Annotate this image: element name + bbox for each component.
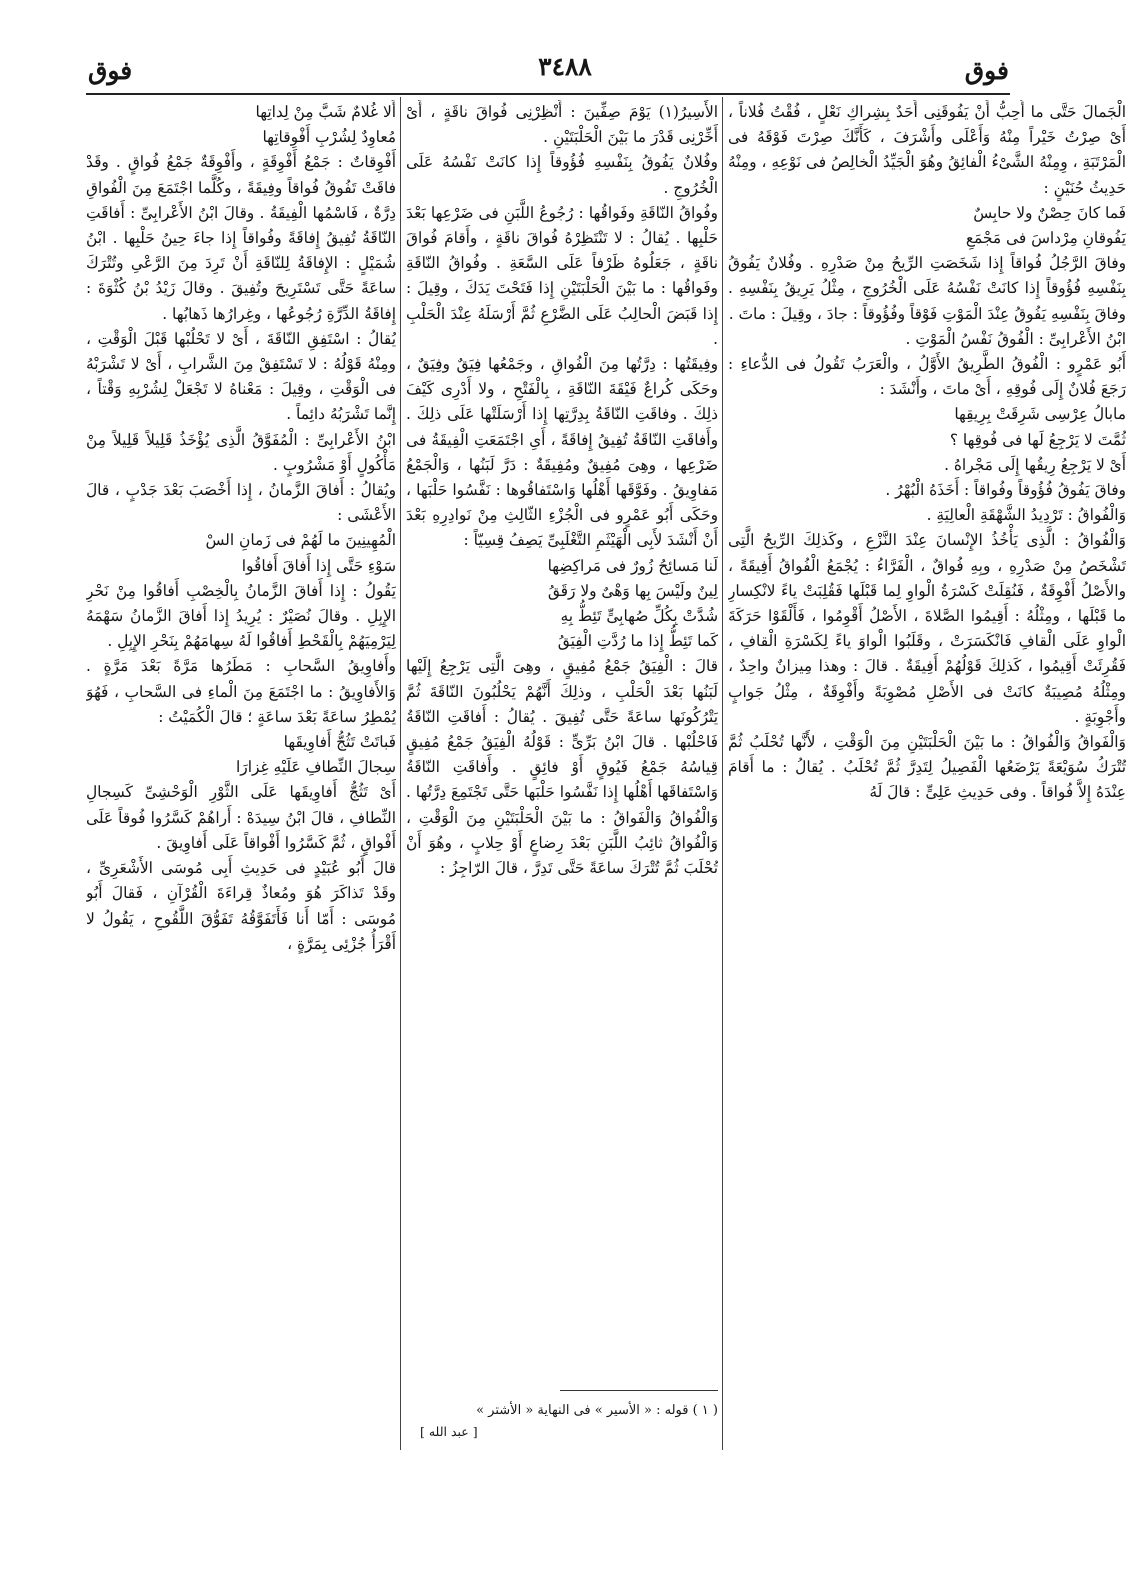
- header-right-word: فوق: [964, 56, 1009, 85]
- column-middle-text: الأَسِيرُ(١) يَوْمَ صِفِّينَ : أَنْظِرْنِى فُواقَ ناقَةٍ ، أَىْ أَخِّرْنِى قَدْرَ ما بَيْنَ الْحَلْبَتَيْنِ . وفُلانٌ يَفُوقُ بِنَفْسِهِ فُؤُوقاً إِذا كانَتْ نَفْسُهُ عَلَى الْخُرُوجِ . وفُواقُ النّاقَةِ وفَواقُها : رُجُوعُ اللَّبَنِ فى ضَرْعِها بَعْدَ حَلْبِها . يُقالُ : لا تَنْتَظِرْهُ فُواقَ ناقَةٍ ، وأَقامَ فُواقَ ناقَةٍ ، جَعَلُوهُ ظَرْفاً عَلَى السَّعَةِ . وفُواقُ النّاقَةِ وفَواقُها : ما بَيْنَ الْحَلْبَتَيْنِ إِذا فَتَحْتَ يَدَكَ ، وقِيلَ : إِذا قَبَضَ الْحالِبُ عَلَى الضَّرْعِ ثُمَّ أَرْسَلَهُ عِنْدَ الْحَلْبِ . وفِيقَتُها : دِرَّتُها مِنَ الْفُواقِ ، وجَمْعُها فِيَقٌ وفِيَقٌ ، وحَكَى كُراعٌ فَيْقَةَ النّاقَةِ ، بِالْفَتْحِ ، ولا أَدْرِى كَيْفَ ذلِكَ . وفاقَتِ النّاقَةُ بِدِرَّتِها إِذا أَرْسَلَتْها عَلَى ذلِكَ . وأَفاقَتِ النّاقَةُ تُفِيقُ إِفاقَةً ، أَىِ اجْتَمَعَتِ الْفِيقَةُ فى ضَرْعِها ، وهِىَ مُفِيقٌ ومُفِيقَةٌ : دَرَّ لَبَنُها ، وَالْجَمْعُ مَفاوِيقُ . وفَوَّقَها أَهْلُها وَاسْتَفاقُوها : نَفَّسُوا حَلْبَها ، وحَكَى أَبُو عَمْرٍو فى الْجُزْءِ الثّالِثِ مِنْ نَوادِرِهِ بَعْدَ أَنْ أَنْشَدَ لأَبِى الْهَيْثَمِ التَّغْلَبِىِّ يَصِفُ قِسِيّاً : لَنا مَسائِحُ زُورٌ فى مَراكِضِها لِينٌ ولَيْسَ بِها وَهْىٌ ولا رَقَقُ شُدَّتْ بِكُلِّ صُهابِىٍّ تَئِطُّ بِهِ كَما تَئِطُّ إِذا ما رُدَّتِ الْفِيَقُ قالَ : الْفِيَقُ جَمْعُ مُفِيقٍ ، وهِىَ الَّتِى يَرْجِعُ إِلَيْها لَبَنُها بَعْدَ الْحَلْبِ ، وذلِكَ أَنَّهُمْ يَحْلُبُونَ النّاقَةَ ثُمَّ يَتْرُكُونَها ساعَةً حَتَّى تُفِيقَ . يُقالُ : أَفاقَتِ النّاقَةُ فَاحْلُبْها . قالَ ابْنُ بَرِّىٍّ : قَوْلُهُ الْفِيَقُ جَمْعُ مُفِيقٍ قِياسُهُ جَمْعُ فَيُوقٍ أَوْ فائِقٍ . وأَفاقَتِ النّاقَةُ وَاسْتَفاقَها أَهْلُها إِذا نَفَّسُوا حَلْبَها حَتَّى تَجْتَمِعَ دِرَّتُها . وَالْفُواقُ وَالْفَواقُ : ما بَيْنَ الْحَلْبَتَيْنِ مِنَ الْوَقْتِ ، وَالْفُواقُ ثائِبُ اللَّبَنِ بَعْدَ رِضاعٍ أَوْ حِلابٍ ، وهُوَ أَنْ تُحْلَبَ ثُمَّ تُتْرَكَ ساعَةً حَتَّى تَدِرَّ ، قالَ الرّاجِزُ :: [406, 103, 718, 878]
- header-left-word: فوق: [88, 56, 133, 85]
- editor-signature: [ عبد الله ]: [420, 1424, 478, 1439]
- column-right-text: الْجَمالَ حَتَّى ما أُحِبُّ أَنْ يَفُوقَنِى أَحَدٌ بِشِراكِ نَعْلٍ ، فُقْتُ فُلاناً ، أَىْ صِرْتُ خَيْراً مِنْهُ وَأَعْلَى وأَشْرَفَ ، كَأَنَّكَ صِرْتَ فَوْقَهُ فى الْمَرْتَبَةِ ، وِمِنْهُ الشَّىْءُ الْفائِقُ وهُوَ الْجَيِّدُ الْخالِصُ فى نَوْعِهِ ، ومِنْهُ حَدِيثُ حُنَيْنٍ : فَما كانَ حِصْنٌ ولا حابِسٌ يَفُوقانِ مِرْداسَ فى مَجْمَعِ وفاقَ الرَّجُلُ فُواقاً إِذا شَخَصَتِ الرِّيحُ مِنْ صَدْرِهِ . وفُلانٌ يَفُوقُ بِنَفْسِهِ فُؤُوقاً إِذا كانَتْ نَفْسُهُ عَلَى الْخُرُوجِ ، مِثْلُ يَرِيقُ بِنَفْسِهِ . وفاقَ بِنَفْسِهِ يَفُوقُ عِنْدَ الْمَوْتِ فَوْقاً وفُؤُوقاً : جادَ ، وقِيلَ : ماتَ . ابْنُ الأَعْرابِىِّ : الْفُوقُ نَفْسُ الْمَوْتِ . أَبُو عَمْرٍو : الْفُوقُ الطَّرِيقُ الأَوَّلُ ، والْعَرَبُ تَقُولُ فى الدُّعاءِ : رَجَعَ فُلانٌ إِلَى فُوقِهِ ، أَىْ ماتَ ، وأَنْشَدَ : مابالُ عِرْسِى شَرِقَتْ بِرِيقِها ثُمَّتَ لا يَرْجِعُ لَها فى فُوقِها ؟ أَىْ لا يَرْجِعُ رِيقُها إِلَى مَجْراهُ . وفاقَ يَفُوقُ فُؤُوقاً وفُواقاً : أَخَذَهُ الْبُهْرُ . وَالْفُواقُ : تَرْدِيدُ الشَّهْقَةِ الْعالِيَةِ . وَالْفُواقُ : الَّذِى يَأْخُذُ الإِنْسانَ عِنْدَ النَّزْعِ ، وكَذلِكَ الرِّيحُ الَّتِى تَشْخَصُ مِنْ صَدْرِهِ ، وبِهِ فُواقٌ ، الْفَرَّاءُ : يُجْمَعُ الْفُواقُ أَفِيقَةً ، والأَصْلُ أَفْوِقَةٌ ، فَنُقِلَتْ كَسْرَةُ الْواوِ لِما قَبْلَها فَقُلِبَتْ ياءً لانْكِسارِ ما قَبْلَها ، ومِثْلُهُ : أَقِيمُوا الصَّلاةَ ، الأَصْلُ أَقْوِمُوا ، فَأَلْقَوْا حَرَكَةَ الْواوِ عَلَى الْقافِ فَانْكَسَرَتْ ، وقَلَبُوا الْواوَ ياءً لِكَسْرَةِ الْقافِ ، فَقُرِئَتْ أَقِيمُوا ، كَذلِكَ قَوْلُهُمْ أَفِيقَةٌ . قالَ : وهذا مِيزانٌ واحِدٌ ، ومِثْلُهُ مُصِيبَةٌ كانَتْ فى الأَصْلِ مُصْوِبَةً وأَفْوِقَةٌ ، مِثْلُ جَوابٍ وأَجْوِبَةٍ . وَالْفَواقُ وَالْفُواقُ : ما بَيْنَ الْحَلْبَتَيْنِ مِنَ الْوَقْتِ ، لأَنَّها تُحْلَبُ ثُمَّ تُتْرَكُ سُوَيْعَةً يَرْضَعُها الْفَصِيلُ لِتَدِرَّ ثُمَّ تُحْلَبُ . يُقالُ : ما أَقامَ عِنْدَهُ إِلاَّ فُواقاً . وفى حَدِيثِ عَلِىٍّ : قالَ لَهُ: [728, 103, 1126, 802]
- column-left-text: أَلا غُلامٌ شَبَّ مِنْ لِداتِها مُعاوِدٌ لِشُرْبِ أَفْوِقاتِها أَفْوِقاتٌ : جَمْعُ أَفْوِقَةٍ ، وأَفْوِقَةٌ جَمْعُ فُواقٍ . وقَدْ فاقَتْ تَفُوقُ فُواقاً وفِيقَةً ، وكُلَّما اجْتَمَعَ مِنَ الْفُواقِ دِرَّةٌ ، فَاسْمُها الْفِيقَةُ . وقالَ ابْنُ الأَعْرابِىِّ : أَفاقَتِ النّاقَةُ تُفِيقُ إِفاقَةً وفُواقاً إِذا جاءَ حِينُ حَلْبِها . ابْنُ شُمَيْلٍ : الإِفاقَةُ لِلنّاقَةِ أَنْ تَرِدَ مِنَ الرَّعْىِ وتُتْرَكَ ساعَةً حَتَّى تَسْتَرِيحَ وتُفِيقَ . وقالَ زَيْدُ بْنُ كُثْوَةَ : إِفاقَةُ الدِّرَّةِ رُجُوعُها ، وغِرارُها ذَهابُها . يُقالُ : اسْتَفِقِ النّاقَةَ ، أَىْ لا تَحْلُبْها قَبْلَ الْوَقْتِ ، ومِنْهُ قَوْلُهُ : لا تَسْتَفِقْ مِنَ الشَّرابِ ، أَىْ لا تَشْرَبْهُ فى الْوَقْتِ ، وقِيلَ : مَعْناهُ لا تَجْعَلْ لِشُرْبِهِ وَقْتاً ، إِنَّما تَشْرَبُهُ دائِماً . ابْنُ الأَعْرابِىِّ : الْمُفَوَّقُ الَّذِى يُؤْخَذُ قَلِيلاً قَلِيلاً مِنْ مَأْكُولٍ أَوْ مَشْرُوبٍ . ويُقالُ : أَفاقَ الزَّمانُ ، إِذا أَخْصَبَ بَعْدَ جَدْبٍ ، قالَ الأَعْشَى : الْمُهِينِينَ ما لَهُمْ فى زَمانِ السْ سَوْءِ حَتَّى إِذا أَفاقَ أَفاقُوا يَقُولُ : إِذا أَفاقَ الزَّمانُ بِالْخِصْبِ أَفاقُوا مِنْ نَحْرِ الإِبِلِ . وقالَ نُصَيْرٌ : يُرِيدُ إِذا أَفاقَ الزَّمانُ سَهْمَهُ لِيَرْمِيَهُمْ بِالْقَحْطِ أَفاقُوا لَهُ سِهامَهُمْ بِنَحْرِ الإِبِلِ . وأَفاوِيقُ السَّحابِ : مَطَرُها مَرَّةً بَعْدَ مَرَّةٍ . وَالأَفاوِيقُ : ما اجْتَمَعَ مِنَ الْماءِ فى السَّحابِ ، فَهُوَ يُمْطِرُ ساعَةً بَعْدَ ساعَةٍ ؛ قالَ الْكُمَيْتُ : فَباتَتْ تَثُجُّ أَفاوِيقَها سِجالَ النِّطافِ عَلَيْهِ غِزارَا أَىْ تَثُجُّ أَفاوِيقَها عَلَى الثَّوْرِ الْوَحْشِىِّ كَسِجالِ النِّطافِ ، قالَ ابْنُ سِيدَهْ : أَراهُمْ كَسَّرُوا فُوقاً عَلَى أَفْواقٍ ، ثُمَّ كَسَّرُوا أَفْواقاً عَلَى أَفاوِيقَ . قالَ أَبُو عُبَيْدٍ فى حَدِيثِ أَبِى مُوسَى الأَشْعَرِىِّ ، وقَدْ تَذاكَرَ هُوَ ومُعاذٌ قِراءَةَ الْقُرْآنِ ، فَقالَ أَبُو مُوسَى : أَمّا أَنا فَأَتَفَوَّقُهُ تَفَوُّقَ اللَّقُوحِ ، يَقُولُ لا أَقْرَأُ جُزْئِى بِمَرَّةٍ ،: [86, 103, 396, 953]
- header-rule: [86, 93, 1010, 95]
- column-divider-right: [722, 97, 723, 1450]
- page-number: ٣٤٨٨: [538, 52, 592, 81]
- footnote-rule: [560, 1390, 718, 1391]
- footnote: ( ١ ) قوله : « الأسير » فى النهاية « الأشتر »: [476, 1403, 718, 1418]
- column-divider-left: [400, 97, 401, 1450]
